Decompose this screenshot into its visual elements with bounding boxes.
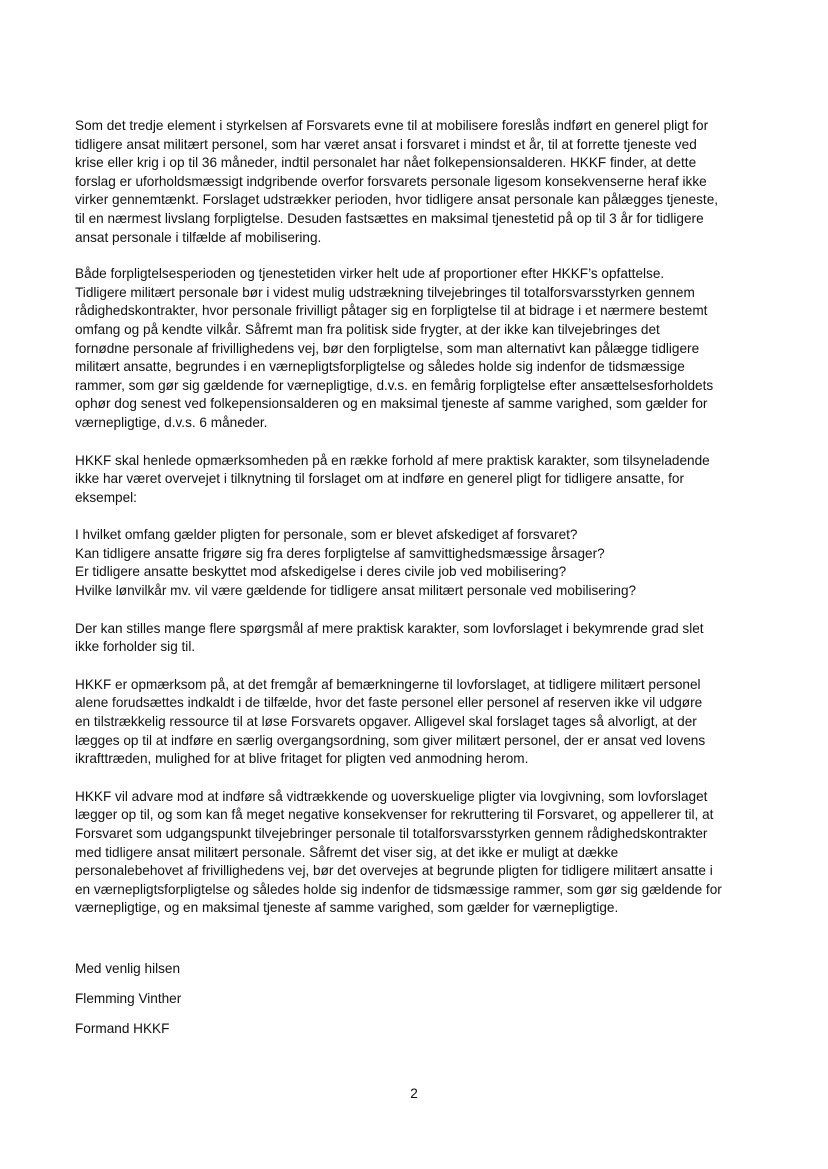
text-line: rådighedskontrakter, hvor personale frivilligt påtager sig en forpligtelse til at bidrage i et nærmere bestemt	[75, 303, 708, 319]
text-line: tidligere ansat militært personel, som har været ansat i forsvaret i mindst et år, til at forrette tjeneste ved	[75, 136, 697, 152]
paragraph-practical-issues	[75, 452, 765, 508]
closing-greeting: Med venlig hilsen	[75, 961, 181, 976]
text-line: krise eller krig i op til 36 måneder, indtil personalet har nået folkepensionsalderen. HKKF finder, at dette	[75, 155, 697, 171]
text-line: HKKF er opmærksom på, at det fremgår af bemærkningerne til lovforslaget, at tidligere militært personel	[75, 676, 701, 692]
text-line: virker gennemtænkt. Forslaget udstrækker perioden, hvor tidligere ansat personale kan pålægges tjeneste,	[75, 192, 719, 208]
paragraph-more-questions	[75, 620, 765, 657]
question-item: I hvilket omfang gælder pligten for personale, som er blevet afskediget af forsvaret?	[75, 527, 578, 543]
text-line: Tidligere militært personale bør i videst mulig udstrækning tilvejebringes til totalforsvarsstyrken gennem	[75, 284, 695, 300]
text-line: Forsvaret som udgangspunkt tilvejebringer personale til totalforsvarsstyrken gennem rådighedskontrakter	[75, 826, 708, 841]
text-line: ikrafttræden, mulighed for at blive fritaget for pligten ved anmodning herom.	[75, 751, 529, 767]
text-line: til en nærmest livslang forpligtelse. Desuden fastsættes en maksimal tjenestetid på op til 3 år for tidligere	[75, 210, 704, 226]
text-line: ikke har været overvejet i tilknytning til forslaget om at indføre en generel pligt for tidligere ansatte, for	[75, 471, 684, 487]
question-item: Er tidligere ansatte beskyttet mod afskedigelse i deres civile job ved mobilisering?	[75, 564, 567, 580]
page-number: 2	[410, 1086, 418, 1101]
text-line: alene forudsættes indkaldt i de tilfælde, hvor det faste personel eller personel af reserven ikke vil udgøre	[75, 695, 703, 711]
text-line: ophør dog senest ved folkepensionsalderen og en maksimal tjeneste af samme varighed, som gælder for	[75, 396, 708, 412]
text-line: med tidligere ansat militært personale. Såfremt det viser sig, at det ikke er muligt at dække	[75, 844, 619, 860]
text-line: rammer, som gør sig gældende for værnepligtige, d.v.s. en femårig forpligtelse efter ansættelsesforholdets	[75, 377, 714, 393]
question-list	[75, 526, 765, 600]
text-line: værnepligtige, d.v.s. 6 måneder.	[75, 414, 268, 430]
text-line: militært ansatte, begrundes i en værnepligtsforpligtelse og således holde sig indenfor de tidsmæssige	[75, 359, 685, 375]
question-item: Kan tidligere ansatte frigøre sig fra deres forpligtelse af samvittighedsmæssige årsager?	[75, 545, 605, 561]
text-line: eksempel:	[75, 489, 137, 505]
text-line: lægges op til at indføre en særlig overgangsordning, som giver militært personel, der er ansat ved lovens	[75, 732, 706, 748]
signer-name: Flemming Vinther	[75, 991, 182, 1006]
text-line: forslag er uforholdsmæssigt indgribende overfor forsvarets personale ligesom konsekvenserne heraf ikke	[75, 173, 707, 189]
text-line: Der kan stilles mange flere spørgsmål af mere praktisk karakter, som lovforslaget i bekymrende grad slet	[75, 620, 704, 636]
text-line: ansat personale i tilfælde af mobilisering.	[75, 229, 322, 245]
paragraph-conclusion	[75, 788, 765, 918]
text-line: HKKF vil advare mod at indføre så vidtrækkende og uoverskuelige pligter via lovgivning, som lovforslaget	[75, 788, 708, 804]
text-line: ikke forholder sig til.	[75, 639, 196, 655]
paragraph-proportionality	[75, 265, 765, 432]
text-line: fornødne personale af frivillighedens vej, bør den forpligtelse, som man alternativt kan pålægge tidligere	[75, 340, 700, 356]
text-line: værnepligtige, og en maksimal tjeneste af samme varighed, som gælder for værnepligtige.	[75, 900, 619, 916]
signer-title: Formand HKKF	[75, 1021, 170, 1036]
text-line: omfang og på kendte vilkår. Såfremt man fra politisk side frygter, at der ikke kan tilvejebringes det	[75, 321, 660, 337]
paragraph-transition-arrangement	[75, 676, 765, 769]
letter-body	[75, 117, 765, 937]
question-item: Hvilke lønvilkår mv. vil være gældende for tidligere ansat militært personale ved mobilisering?	[75, 583, 637, 599]
text-line: en tilstrækkelig ressource til at løse Forsvarets opgaver. Alligevel skal forslaget tages så alvorligt, at der	[75, 714, 697, 730]
text-line: HKKF skal henlede opmærksomheden på en række forhold af mere praktisk karakter, som tilsyneladende	[75, 452, 710, 468]
text-line: lægger op til, og som kan få meget negative konsekvenser for rekruttering til Forsvaret, og appellerer til, at	[75, 807, 714, 823]
paragraph-mobilization-proposal	[75, 117, 765, 247]
text-line: Som det tredje element i styrkelsen af Forsvarets evne til at mobilisere foreslås indført en generel pligt for	[75, 118, 709, 133]
text-line: personalebehovet af frivillighedens vej, bør det overvejes at begrunde pligten for tidligere militært ansatte i	[75, 863, 713, 879]
text-line: en værnepligtsforpligtelse og således holde sig indenfor de tidsmæssige rammer, som gør sig gældende for	[75, 881, 722, 897]
text-line: Både forpligtelsesperioden og tjenestetiden virker helt ude af proportioner efter HKKF’s opfattelse.	[75, 266, 665, 282]
